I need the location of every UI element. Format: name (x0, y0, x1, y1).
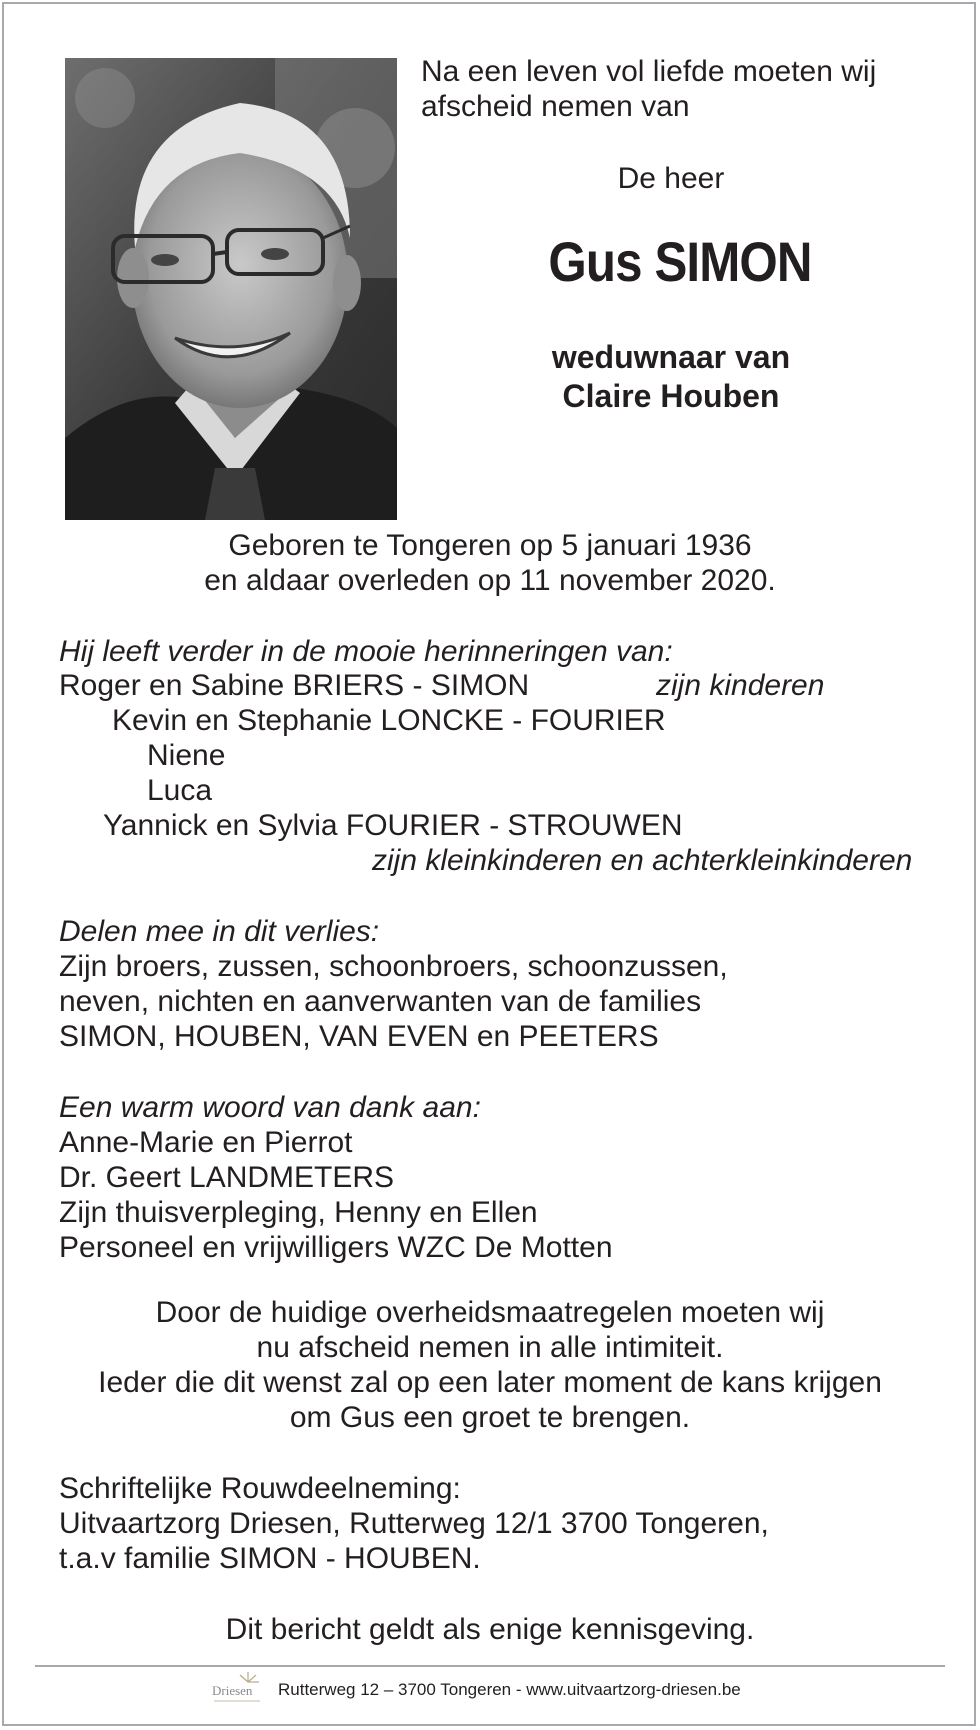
thanks-line: Anne-Marie en Pierrot (59, 1126, 353, 1159)
spouse-label: weduwnaar van (551, 339, 791, 375)
intro-line-2: afscheid nemen van (421, 90, 690, 123)
birth-line: Geboren te Tongeren op 5 januari 1936 (228, 529, 752, 562)
share-loss-line: neven, nichten en aanverwanten van de families (59, 985, 702, 1018)
portrait-photo (65, 58, 397, 520)
notice-line: om Gus een groet te brengen. (289, 1401, 691, 1434)
children-names: Roger en Sabine BRIERS - SIMON (59, 669, 530, 702)
grandchild-line: Yannick en Sylvia FOURIER - STROUWEN (103, 809, 683, 842)
footer-divider (35, 1665, 945, 1667)
salutation: De heer (617, 162, 725, 195)
share-loss-heading: Delen mee in dit verlies: (59, 915, 380, 948)
spouse-name: Claire Houben (562, 378, 780, 414)
intro-line-1: Na een leven vol liefde moeten wij (421, 55, 877, 88)
footer-address: Rutterweg 12 – 3700 Tongeren - www.uitvaartzorg-driesen.be (278, 1680, 741, 1699)
driesen-logo (210, 1670, 266, 1708)
grandchildren-role: zijn kleinkinderen en achterkleinkinderen (372, 844, 913, 877)
share-loss-line: SIMON, HOUBEN, VAN EVEN en PEETERS (59, 1020, 659, 1053)
notice-line: Ieder die dit wenst zal op een later moment de kans krijgen (98, 1366, 882, 1399)
notice-line: Door de huidige overheidsmaatregelen moeten wij (155, 1296, 825, 1329)
thanks-line: Personeel en vrijwilligers WZC De Motten (59, 1231, 613, 1264)
logo-text: Driesen (212, 1683, 253, 1698)
notice-line: nu afscheid nemen in alle intimiteit. (256, 1331, 724, 1364)
condolence-heading: Schriftelijke Rouwdeelneming: (59, 1472, 461, 1505)
grandchild-line: Niene (147, 739, 226, 772)
deceased-name: Gus SIMON (548, 230, 812, 293)
grandchild-line: Luca (147, 774, 213, 807)
thanks-line: Zijn thuisverpleging, Henny en Ellen (59, 1196, 538, 1229)
children-role: zijn kinderen (656, 669, 825, 702)
condolence-attention: t.a.v familie SIMON - HOUBEN. (59, 1542, 481, 1575)
condolence-address: Uitvaartzorg Driesen, Rutterweg 12/1 3700 Tongeren, (59, 1507, 769, 1540)
share-loss-line: Zijn broers, zussen, schoonbroers, schoonzussen, (59, 950, 728, 983)
closing-statement: Dit bericht geldt als enige kennisgeving. (225, 1613, 755, 1646)
memories-heading: Hij leeft verder in de mooie herinneringen van: (59, 635, 673, 668)
death-line: en aldaar overleden op 11 november 2020. (204, 564, 776, 597)
thanks-heading: Een warm woord van dank aan: (59, 1091, 481, 1124)
grandchild-line: Kevin en Stephanie LONCKE - FOURIER (112, 704, 666, 737)
thanks-line: Dr. Geert LANDMETERS (59, 1161, 395, 1194)
